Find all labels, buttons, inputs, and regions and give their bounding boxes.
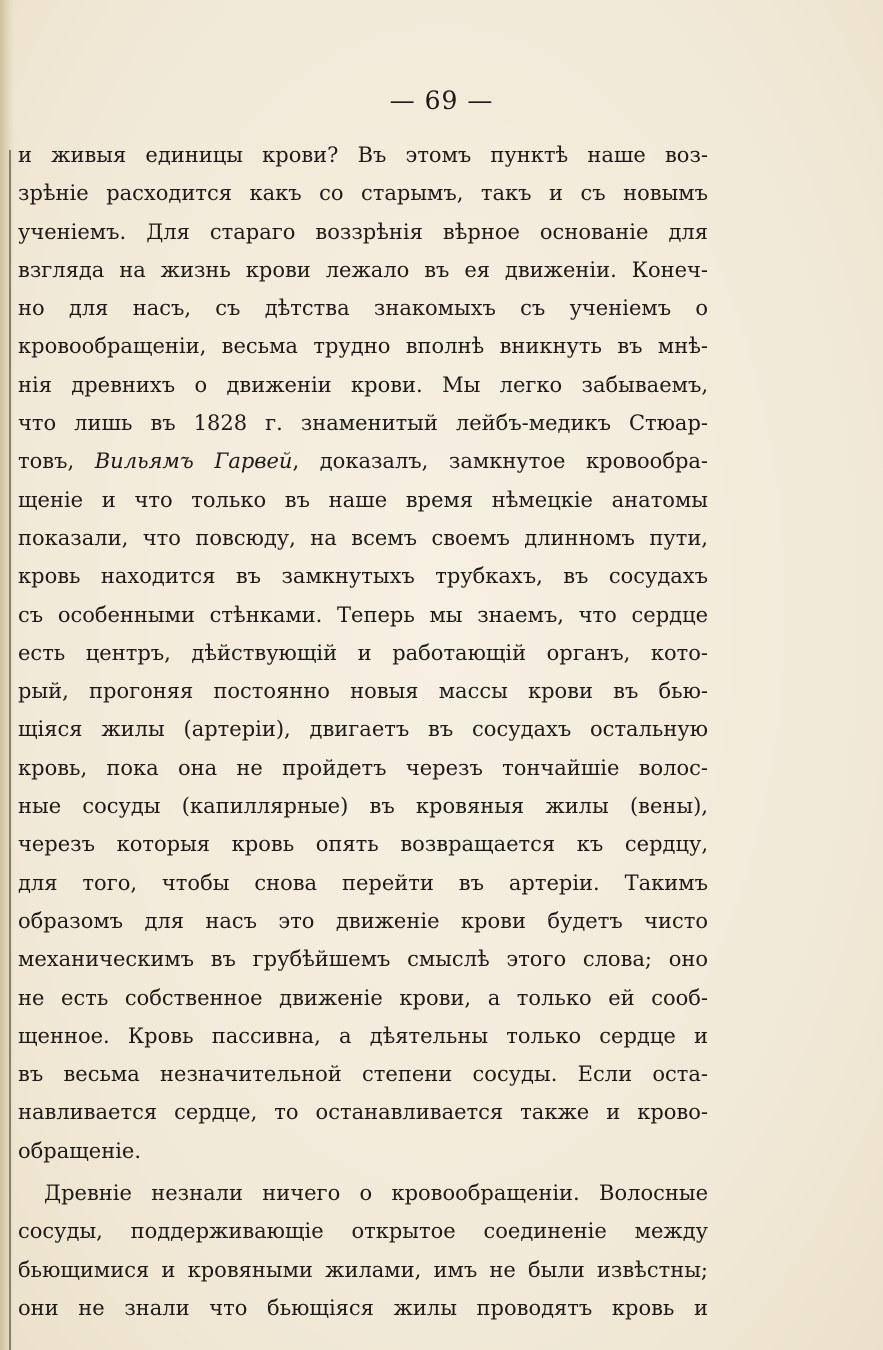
text-line: щенное. Кровь пассивна, а дѣятельны только сердце и [18,1023,708,1048]
paragraph-1 [18,136,708,1170]
text-line: обращеніе. [18,1138,142,1163]
text-line: навливается сердце, то останавливается также и крово- [18,1100,708,1125]
text-line: кровь, пока она не пройдетъ черезъ тончайшіе волос- [18,755,708,780]
text-line: и живыя единицы крови? Въ этомъ пунктѣ наше воз- [18,143,708,167]
text-line: Древніе незнали ничего о кровообращеніи. Волосные [44,1181,708,1206]
page-number: — 69 — [389,86,494,115]
text-line: щіяся жилы (артеріи), двигаетъ въ сосудахъ остальную [18,717,708,742]
text-line: сосуды, поддерживающіе открытое соединеніе между [18,1219,708,1244]
paragraph-2 [18,1174,708,1327]
line-suffix: , доказалъ, замкнутое кровообра- [292,449,709,474]
binding-edge [0,0,14,1350]
text-line: ные сосуды (капиллярные) въ кровяныя жилы (вены), [18,794,708,819]
text-line: бьющимися и кровяными жилами, имъ не были извѣстны; [18,1257,708,1282]
text-line-with-italic-name [18,442,708,480]
text-line: нія древнихъ о движеніи крови. Мы легко забываемъ, [18,372,708,397]
text-line: кровь находится въ замкнутыхъ трубкахъ, въ сосудахъ [18,564,708,589]
text-line: щеніе и что только въ наше время нѣмецкіе анатомы [18,487,708,512]
text-line: что лишь въ 1828 г. знаменитый лейбъ-медикъ Стюар- [18,411,708,436]
text-line: механическимъ въ грубѣйшемъ смыслѣ этого слова; оно [18,947,708,972]
text-line: показали, что повсюду, на всемъ своемъ длинномъ пути, [18,525,708,550]
body-text [18,136,708,1327]
text-line: не есть собственное движеніе крови, а только ей сооб- [18,985,708,1010]
line-prefix: товъ, [18,449,95,474]
text-line: рый, прогоняя постоянно новыя массы крови въ бью- [18,679,708,704]
text-line: ученіемъ. Для стараго воззрѣнія вѣрное основаніе для [18,219,708,244]
text-line: кровообращеніи, весьма трудно вполнѣ вникнуть въ мнѣ- [18,334,708,359]
text-line: для того, чтобы снова перейти въ артеріи. Такимъ [18,870,708,895]
text-line: съ особенными стѣнками. Теперь мы знаемъ, что сердце [18,602,708,627]
text-line: они не знали что бьющіяся жилы проводятъ кровь и [18,1295,708,1320]
text-line: зрѣніе расходится какъ со старымъ, такъ и съ новымъ [18,181,708,206]
text-line: взгляда на жизнь крови лежало въ ея движеніи. Конеч- [18,257,708,282]
margin-rule [9,150,11,1350]
text-line: образомъ для насъ это движеніе крови будетъ чисто [18,908,708,933]
text-line: въ весьма незначительной степени сосуды. Если оста- [18,1062,708,1087]
text-line: черезъ которыя кровь опять возвращается къ сердцу, [18,832,708,857]
text-line: но для насъ, съ дѣтства знакомыхъ съ ученіемъ о [18,296,708,321]
text-line: есть центръ, дѣйствующій и работающій органъ, кото- [18,640,708,665]
italic-name: Вильямъ Гарвей [94,449,293,474]
